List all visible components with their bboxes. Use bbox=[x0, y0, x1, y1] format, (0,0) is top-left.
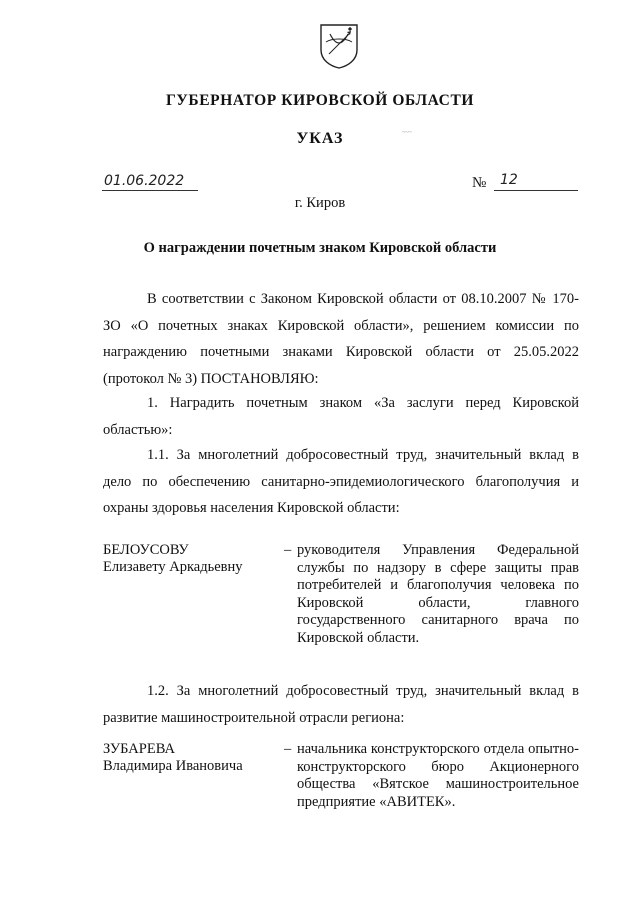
document-type: УКАЗ bbox=[296, 130, 344, 147]
city: г. Киров bbox=[294, 195, 346, 211]
document-title: О награждении почетным знаком Кировской области bbox=[143, 240, 497, 256]
number-underline bbox=[494, 190, 578, 191]
awardee-dash: – bbox=[284, 741, 292, 757]
awardee-surname: ЗУБАРЕВА bbox=[103, 741, 175, 757]
number-label: № bbox=[472, 175, 487, 191]
date-underline bbox=[102, 190, 198, 191]
authority-title: ГУБЕРНАТОР КИРОВСКОЙ ОБЛАСТИ bbox=[165, 92, 475, 109]
awardee-position: начальника конструкторского отдела опытно-конструкторского бюро Акционерного общества «Вятское машиностроительное предприятие «АВИТЕК». bbox=[297, 741, 579, 810]
stamp-mark: ~~~ bbox=[402, 130, 412, 136]
awardee-dash: – bbox=[284, 542, 292, 558]
handwritten-date: 01.06.2022 bbox=[104, 173, 185, 189]
awardee-given-name: Владимира Ивановича bbox=[103, 758, 243, 774]
awardee-surname: БЕЛОУСОВУ bbox=[103, 542, 189, 558]
preamble-paragraph: В соответствии с Законом Кировской области от 08.10.2007 № 170-ЗО «О почетных знаках Кировской области», решением комиссии по награждению почетными знаками Кировской области от 25.05.2022 (протокол № 3) ПОСТАНОВЛЯЮ: bbox=[103, 291, 579, 387]
awardee-name bbox=[103, 741, 243, 775]
item-1-paragraph: 1. Наградить почетным знаком «За заслуги перед Кировской областью»: bbox=[103, 395, 579, 438]
item-1-1-paragraph: 1.1. За многолетний добросовестный труд, значительный вклад в дело по обеспечению санитарно-эпидемиологического благополучия и охраны здоровья населения Кировской области: bbox=[103, 447, 579, 516]
awardee-position: руководителя Управления Федеральной службы по надзору в сфере защиты прав потребителей и благополучия человека по Кировской области, главного государственного санитарного врача по Кировской области. bbox=[297, 542, 579, 646]
kirov-coat-of-arms-icon bbox=[318, 22, 360, 70]
item-1-2-paragraph: 1.2. За многолетний добросовестный труд, значительный вклад в развитие машиностроительной отрасли региона: bbox=[103, 683, 579, 726]
awardee-given-name: Елизавету Аркадьевну bbox=[103, 559, 243, 575]
awardee-name bbox=[103, 542, 243, 576]
handwritten-number: 12 bbox=[500, 172, 518, 188]
